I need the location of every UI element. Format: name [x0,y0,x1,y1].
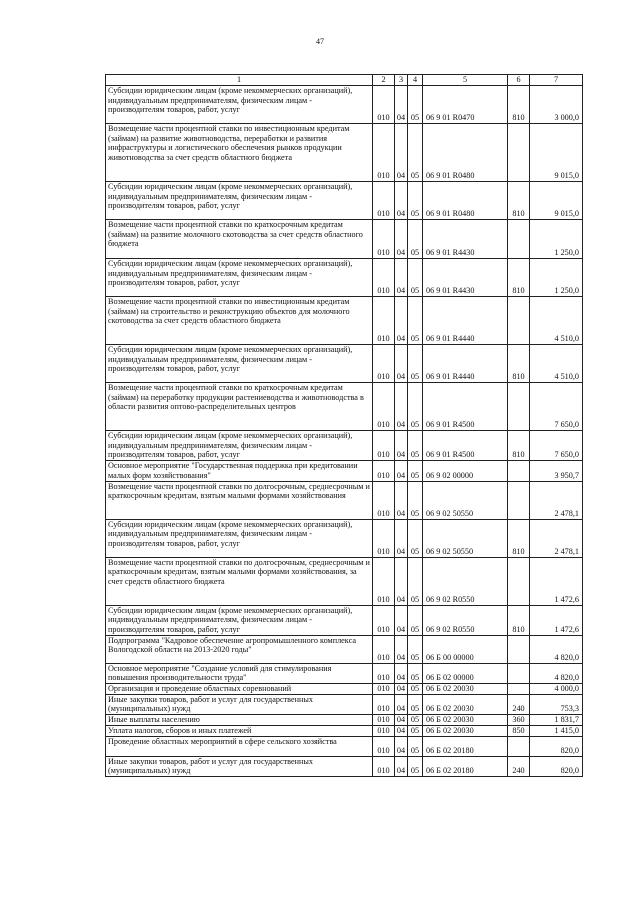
cell-subsection: 05 [408,519,423,557]
cell-section: 04 [395,694,408,714]
cell-amount: 1 472,6 [530,605,583,635]
cell-subsection: 05 [408,259,423,297]
cell-subsection: 05 [408,220,423,259]
table-row [106,182,583,220]
table-row [106,259,583,297]
cell-target-article: 06 9 01 R4430 [423,259,508,297]
table-row [106,756,583,776]
cell-section: 04 [395,756,408,776]
row-name: Иные выплаты населению [106,715,373,726]
cell-amount: 1 831,7 [530,715,583,726]
row-name: Основное мероприятие "Государственная поддержка при кредитовании малых форм хозяйствования" [106,461,373,481]
cell-section: 04 [395,86,408,124]
cell-ministry: 010 [373,431,395,461]
cell-expense-type [508,461,530,481]
cell-subsection: 05 [408,557,423,605]
row-name: Основное мероприятие "Создание условий для стимулирования повышения производительности труда" [106,663,373,683]
cell-amount: 4 510,0 [530,297,583,345]
cell-expense-type: 810 [508,259,530,297]
table-row [106,220,583,259]
cell-amount: 1 472,6 [530,557,583,605]
cell-ministry: 010 [373,259,395,297]
table-row [106,694,583,714]
row-name: Субсидии юридическим лицам (кроме некоммерческих организаций), индивидуальным предпринимателям, физическим лицам - производителям товаров, работ, услуг [106,259,373,297]
column-header-4: 4 [408,75,423,86]
cell-amount: 2 478,1 [530,481,583,519]
row-name: Возмещение части процентной ставки по долгосрочным, среднесрочным и краткосрочным кредитам, взятым малыми формами хозяйствования, за счет средств областного бюджета [106,557,373,605]
cell-target-article: 06 Б 02 00000 [423,663,508,683]
row-name: Уплата налогов, сборов и иных платежей [106,725,373,736]
row-name: Возмещение части процентной ставки по краткосрочным кредитам (займам) на развитие молочного скотоводства за счет средств областного бюджета [106,220,373,259]
cell-amount: 4 510,0 [530,345,583,383]
cell-amount: 9 015,0 [530,182,583,220]
table-row [106,345,583,383]
header-row [106,75,583,86]
cell-section: 04 [395,481,408,519]
cell-subsection: 05 [408,736,423,756]
table-row [106,297,583,345]
row-name: Иные закупки товаров, работ и услуг для государственных (муниципальных) нужд [106,756,373,776]
cell-ministry: 010 [373,519,395,557]
cell-subsection: 05 [408,86,423,124]
table-row [106,431,583,461]
cell-ministry: 010 [373,481,395,519]
cell-expense-type: 810 [508,345,530,383]
cell-target-article: 06 Б 02 20030 [423,715,508,726]
cell-amount: 4 000,0 [530,684,583,695]
cell-target-article: 06 Б 02 20180 [423,756,508,776]
cell-amount: 7 650,0 [530,383,583,431]
cell-expense-type [508,684,530,695]
cell-target-article: 06 9 01 R0470 [423,86,508,124]
page-number: 47 [316,37,324,46]
cell-subsection: 05 [408,605,423,635]
table-row [106,519,583,557]
cell-section: 04 [395,297,408,345]
table-row [106,725,583,736]
table-row [106,124,583,182]
cell-subsection: 05 [408,694,423,714]
cell-expense-type: 810 [508,519,530,557]
cell-target-article: 06 9 02 50550 [423,519,508,557]
cell-section: 04 [395,736,408,756]
cell-expense-type [508,383,530,431]
cell-target-article: 06 9 01 R4500 [423,431,508,461]
column-header-6: 6 [508,75,530,86]
row-name: Проведение областных мероприятий в сфере сельского хозяйства [106,736,373,756]
table-row [106,635,583,663]
cell-expense-type [508,635,530,663]
table-row [106,461,583,481]
cell-ministry: 010 [373,694,395,714]
cell-section: 04 [395,635,408,663]
cell-amount: 3 000,0 [530,86,583,124]
row-name: Субсидии юридическим лицам (кроме некоммерческих организаций), индивидуальным предпринимателям, физическим лицам - производителям товаров, работ, услуг [106,519,373,557]
cell-target-article: 06 9 02 00000 [423,461,508,481]
cell-amount: 753,3 [530,694,583,714]
cell-section: 04 [395,431,408,461]
cell-expense-type [508,663,530,683]
cell-amount: 9 015,0 [530,124,583,182]
cell-subsection: 05 [408,635,423,663]
cell-expense-type [508,220,530,259]
row-name: Иные закупки товаров, работ и услуг для государственных (муниципальных) нужд [106,694,373,714]
cell-ministry: 010 [373,725,395,736]
cell-target-article: 06 9 01 R0480 [423,182,508,220]
column-header-7: 7 [530,75,583,86]
column-header-2: 2 [373,75,395,86]
cell-ministry: 010 [373,383,395,431]
cell-section: 04 [395,345,408,383]
row-name: Подпрограмма "Кадровое обеспечение агропромышленного комплекса Вологодской области на 2013-2020 годы" [106,635,373,663]
cell-ministry: 010 [373,557,395,605]
row-name: Субсидии юридическим лицам (кроме некоммерческих организаций), индивидуальным предпринимателям, физическим лицам - производителям товаров, работ, услуг [106,431,373,461]
cell-section: 04 [395,663,408,683]
table-row [106,557,583,605]
cell-expense-type [508,736,530,756]
cell-target-article: 06 9 02 R0550 [423,605,508,635]
cell-ministry: 010 [373,756,395,776]
cell-subsection: 05 [408,383,423,431]
cell-amount: 1 250,0 [530,220,583,259]
cell-section: 04 [395,383,408,431]
cell-subsection: 05 [408,124,423,182]
cell-target-article: 06 Б 02 20030 [423,694,508,714]
table-row [106,715,583,726]
cell-subsection: 05 [408,715,423,726]
cell-expense-type: 850 [508,725,530,736]
table-row [106,481,583,519]
cell-ministry: 010 [373,461,395,481]
row-name: Субсидии юридическим лицам (кроме некоммерческих организаций), индивидуальным предпринимателям, физическим лицам - производителям товаров, работ, услуг [106,182,373,220]
cell-expense-type: 360 [508,715,530,726]
row-name: Организация и проведение областных соревнований [106,684,373,695]
cell-ministry: 010 [373,605,395,635]
cell-target-article: 06 9 01 R0480 [423,124,508,182]
cell-subsection: 05 [408,725,423,736]
cell-section: 04 [395,715,408,726]
table-row [106,86,583,124]
row-name: Субсидии юридическим лицам (кроме некоммерческих организаций), индивидуальным предпринимателям, физическим лицам - производителям товаров, работ, услуг [106,605,373,635]
cell-section: 04 [395,220,408,259]
row-name: Возмещение части процентной ставки по долгосрочным, среднесрочным и краткосрочным кредитам, взятым малыми формами хозяйствования [106,481,373,519]
cell-expense-type [508,481,530,519]
cell-ministry: 010 [373,635,395,663]
cell-ministry: 010 [373,715,395,726]
cell-amount: 820,0 [530,736,583,756]
cell-target-article: 06 9 02 R0550 [423,557,508,605]
row-name: Возмещение части процентной ставки по инвестиционным кредитам (займам) на строительство и реконструкцию объектов для молочного скотоводства за счет средств областного бюджета [106,297,373,345]
cell-expense-type [508,124,530,182]
cell-target-article: 06 Б 00 00000 [423,635,508,663]
cell-amount: 3 950,7 [530,461,583,481]
table-row [106,383,583,431]
cell-expense-type [508,557,530,605]
table-row [106,605,583,635]
table-row [106,663,583,683]
cell-amount: 4 820,0 [530,663,583,683]
cell-subsection: 05 [408,182,423,220]
cell-target-article: 06 9 01 R4440 [423,297,508,345]
cell-ministry: 010 [373,182,395,220]
cell-section: 04 [395,684,408,695]
cell-expense-type: 810 [508,182,530,220]
row-name: Возмещение части процентной ставки по краткосрочным кредитам (займам) на переработку продукции растениеводства и животноводства в области развития оптово-распределительных центров [106,383,373,431]
cell-amount: 1 250,0 [530,259,583,297]
cell-section: 04 [395,124,408,182]
cell-ministry: 010 [373,345,395,383]
table-row [106,684,583,695]
cell-subsection: 05 [408,461,423,481]
cell-section: 04 [395,605,408,635]
cell-target-article: 06 Б 02 20030 [423,725,508,736]
cell-ministry: 010 [373,220,395,259]
row-name: Субсидии юридическим лицам (кроме некоммерческих организаций), индивидуальным предпринимателям, физическим лицам - производителям товаров, работ, услуг [106,86,373,124]
cell-subsection: 05 [408,756,423,776]
cell-amount: 7 650,0 [530,431,583,461]
cell-subsection: 05 [408,684,423,695]
cell-section: 04 [395,725,408,736]
table-body [106,86,583,777]
cell-amount: 1 415,0 [530,725,583,736]
row-name: Возмещение части процентной ставки по инвестиционным кредитам (займам) на развитие животноводства, переработки и развития инфраструктуры и логистического обеспечения рынков продукции животноводства за счет средств областного бюджета [106,124,373,182]
cell-target-article: 06 9 01 R4440 [423,345,508,383]
column-header-3: 3 [395,75,408,86]
cell-target-article: 06 9 02 50550 [423,481,508,519]
cell-expense-type: 810 [508,86,530,124]
cell-amount: 4 820,0 [530,635,583,663]
cell-expense-type: 810 [508,605,530,635]
row-name: Субсидии юридическим лицам (кроме некоммерческих организаций), индивидуальным предпринимателям, физическим лицам - производителям товаров, работ, услуг [106,345,373,383]
cell-target-article: 06 9 01 R4500 [423,383,508,431]
budget-table [105,74,583,777]
cell-section: 04 [395,519,408,557]
cell-section: 04 [395,182,408,220]
cell-section: 04 [395,461,408,481]
cell-target-article: 06 Б 02 20180 [423,736,508,756]
cell-amount: 820,0 [530,756,583,776]
cell-ministry: 010 [373,663,395,683]
cell-section: 04 [395,557,408,605]
cell-amount: 2 478,1 [530,519,583,557]
cell-ministry: 010 [373,684,395,695]
column-header-1: 1 [106,75,373,86]
cell-expense-type: 240 [508,694,530,714]
column-header-5: 5 [423,75,508,86]
cell-subsection: 05 [408,297,423,345]
cell-subsection: 05 [408,481,423,519]
cell-section: 04 [395,259,408,297]
cell-ministry: 010 [373,124,395,182]
cell-ministry: 010 [373,736,395,756]
cell-subsection: 05 [408,345,423,383]
cell-target-article: 06 Б 02 20030 [423,684,508,695]
cell-ministry: 010 [373,297,395,345]
cell-ministry: 010 [373,86,395,124]
cell-subsection: 05 [408,431,423,461]
cell-expense-type: 240 [508,756,530,776]
table-row [106,736,583,756]
cell-subsection: 05 [408,663,423,683]
cell-expense-type: 810 [508,431,530,461]
cell-expense-type [508,297,530,345]
cell-target-article: 06 9 01 R4430 [423,220,508,259]
